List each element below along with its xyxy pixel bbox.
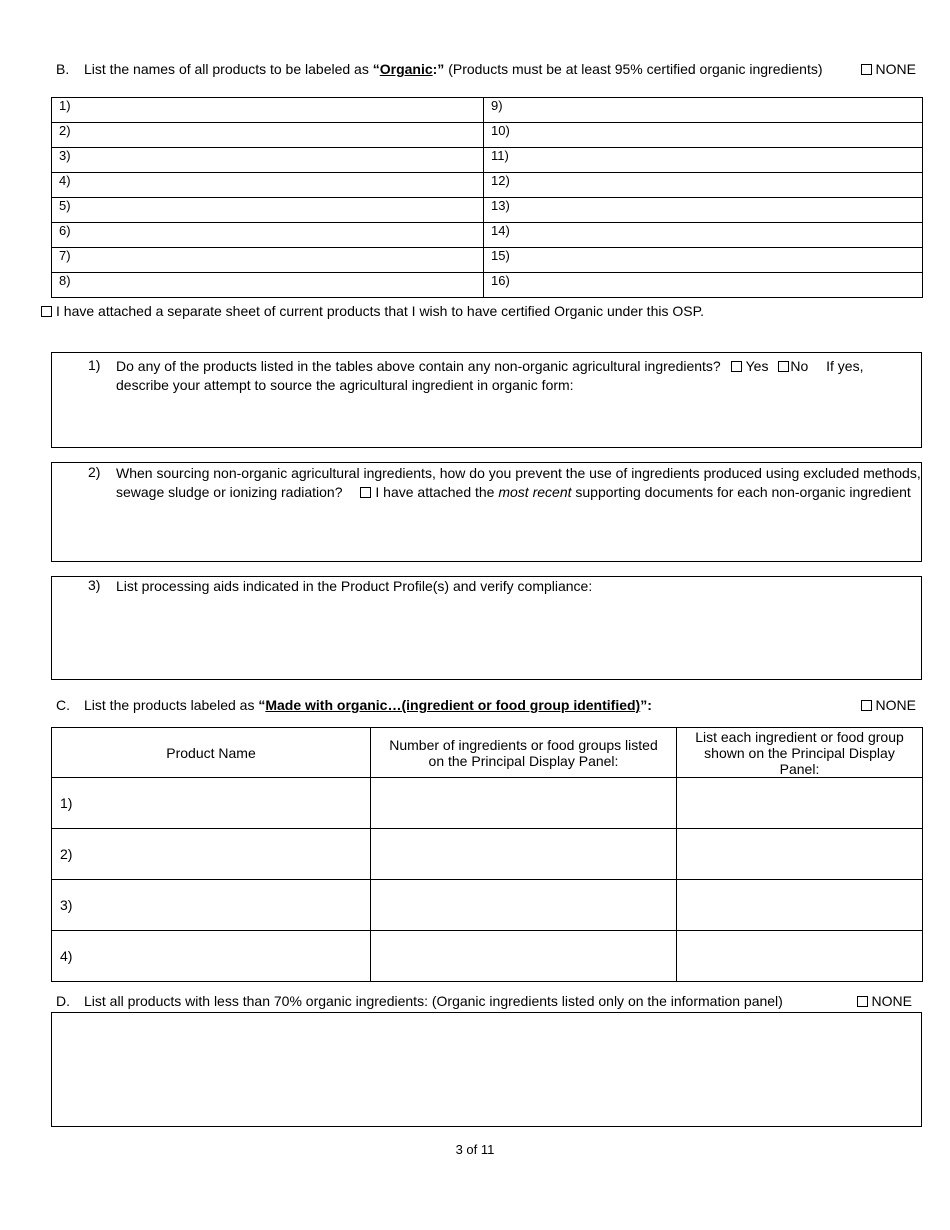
made-with-organic-table — [51, 727, 923, 982]
section-b-heading — [56, 61, 916, 77]
question-3-text: List processing aids indicated in the Product Profile(s) and verify compliance: — [116, 578, 593, 594]
header-ingredient-count: Number of ingredients or food groups listed on the Principal Display Panel: — [371, 728, 677, 778]
section-b-quote-close: :” — [432, 61, 445, 77]
table-cell-right[interactable]: 12) — [484, 173, 923, 198]
section-b-text-post: (Products must be at least 95% certified organic ingredients) — [444, 61, 823, 77]
organic-products-table — [51, 97, 923, 298]
question-1-text — [116, 357, 911, 395]
ingredient-count-cell[interactable] — [371, 778, 677, 829]
section-b-none-option[interactable] — [861, 61, 916, 77]
section-c-none-option[interactable] — [861, 697, 916, 713]
yes-option[interactable] — [731, 358, 769, 374]
table-cell-left[interactable]: 4) — [52, 173, 484, 198]
table-cell-left[interactable]: 5) — [52, 198, 484, 223]
section-c-quote-open: “ — [258, 697, 266, 713]
question-2-number: 2) — [88, 464, 101, 480]
ingredient-list-cell[interactable] — [677, 778, 923, 829]
ingredient-list-cell[interactable] — [677, 931, 923, 982]
section-c-quote-close: ”: — [640, 697, 652, 713]
no-label: No — [790, 358, 809, 374]
section-c-none-label: NONE — [875, 697, 916, 713]
question-1-followup-a: If yes, — [826, 358, 864, 374]
question-2-line-2: sewage sludge or ionizing radiation? — [116, 484, 343, 500]
product-name-cell[interactable]: 2) — [52, 829, 371, 880]
section-b-text-pre: List the names of all products to be labeled as — [84, 61, 373, 77]
checkbox-icon[interactable] — [360, 487, 371, 498]
section-d-none-option[interactable] — [857, 993, 912, 1009]
table-cell-right[interactable]: 15) — [484, 248, 923, 273]
question-2-text — [116, 464, 921, 502]
yes-label: Yes — [745, 358, 769, 374]
header-product-name: Product Name — [52, 728, 371, 778]
section-d-letter: D. — [56, 993, 70, 1009]
table-cell-right[interactable]: 13) — [484, 198, 923, 223]
page-number: 3 of 11 — [455, 1142, 495, 1157]
section-b-quote-open: “ — [372, 61, 380, 77]
section-b-none-label: NONE — [875, 61, 916, 77]
checkbox-icon[interactable] — [778, 361, 789, 372]
question-1-followup-b: describe your attempt to source the agricultural ingredient in organic form: — [116, 377, 574, 393]
ingredient-list-cell[interactable] — [677, 829, 923, 880]
product-name-cell[interactable]: 1) — [52, 778, 371, 829]
ingredient-list-cell[interactable] — [677, 880, 923, 931]
question-2-box[interactable] — [51, 462, 922, 562]
table-cell-left[interactable]: 7) — [52, 248, 484, 273]
table-cell-right[interactable]: 14) — [484, 223, 923, 248]
question-1-prompt: Do any of the products listed in the tables above contain any non-organic agricultural ingredients? — [116, 358, 721, 374]
table-cell-left[interactable]: 3) — [52, 148, 484, 173]
checkbox-icon[interactable] — [41, 306, 52, 317]
section-b-letter: B. — [56, 61, 70, 77]
section-c-letter: C. — [56, 697, 70, 713]
supporting-docs-em: most recent — [498, 484, 572, 500]
question-1-box[interactable] — [51, 352, 922, 448]
table-cell-left[interactable]: 1) — [52, 98, 484, 123]
checkbox-icon[interactable] — [731, 361, 742, 372]
no-option[interactable] — [778, 358, 808, 374]
checkbox-icon[interactable] — [857, 996, 868, 1007]
section-c-text-pre: List the products labeled as — [84, 697, 259, 713]
supporting-docs-pre: I have attached the — [375, 484, 499, 500]
question-3-number: 3) — [88, 577, 101, 593]
table-cell-right[interactable]: 16) — [484, 273, 923, 298]
question-3-box[interactable] — [51, 576, 922, 680]
checkbox-icon[interactable] — [861, 700, 872, 711]
table-cell-right[interactable]: 10) — [484, 123, 923, 148]
ingredient-count-cell[interactable] — [371, 880, 677, 931]
section-c-heading — [56, 697, 916, 713]
section-c-made-with-term: Made with organic…(ingredient or food group identified) — [265, 697, 641, 713]
table-cell-left[interactable]: 6) — [52, 223, 484, 248]
table-cell-right[interactable]: 9) — [484, 98, 923, 123]
attached-sheet-label: I have attached a separate sheet of current products that I wish to have certified Organic under this OSP. — [56, 303, 704, 319]
ingredient-count-cell[interactable] — [371, 829, 677, 880]
checkbox-icon[interactable] — [861, 64, 872, 75]
table-cell-left[interactable]: 8) — [52, 273, 484, 298]
product-name-cell[interactable]: 4) — [52, 931, 371, 982]
attached-sheet-option[interactable] — [41, 303, 704, 319]
header-ingredient-list: List each ingredient or food group shown on the Principal Display Panel: — [677, 728, 923, 778]
question-2-line-1: When sourcing non-organic agricultural ingredients, how do you prevent the use of ingredients produced using excluded methods, — [116, 465, 921, 481]
supporting-docs-post: supporting documents for each non-organic ingredient — [571, 484, 911, 500]
section-d-heading — [56, 993, 912, 1009]
table-cell-left[interactable]: 2) — [52, 123, 484, 148]
product-name-cell[interactable]: 3) — [52, 880, 371, 931]
section-b-organic-term: Organic — [379, 61, 433, 77]
section-d-text: List all products with less than 70% organic ingredients: (Organic ingredients listed only on the information panel) — [84, 993, 783, 1009]
supporting-docs-option[interactable] — [360, 484, 910, 500]
section-d-answer-box[interactable] — [51, 1012, 922, 1127]
ingredient-count-cell[interactable] — [371, 931, 677, 982]
section-d-none-label: NONE — [871, 993, 912, 1009]
question-1-number: 1) — [88, 357, 101, 373]
table-cell-right[interactable]: 11) — [484, 148, 923, 173]
